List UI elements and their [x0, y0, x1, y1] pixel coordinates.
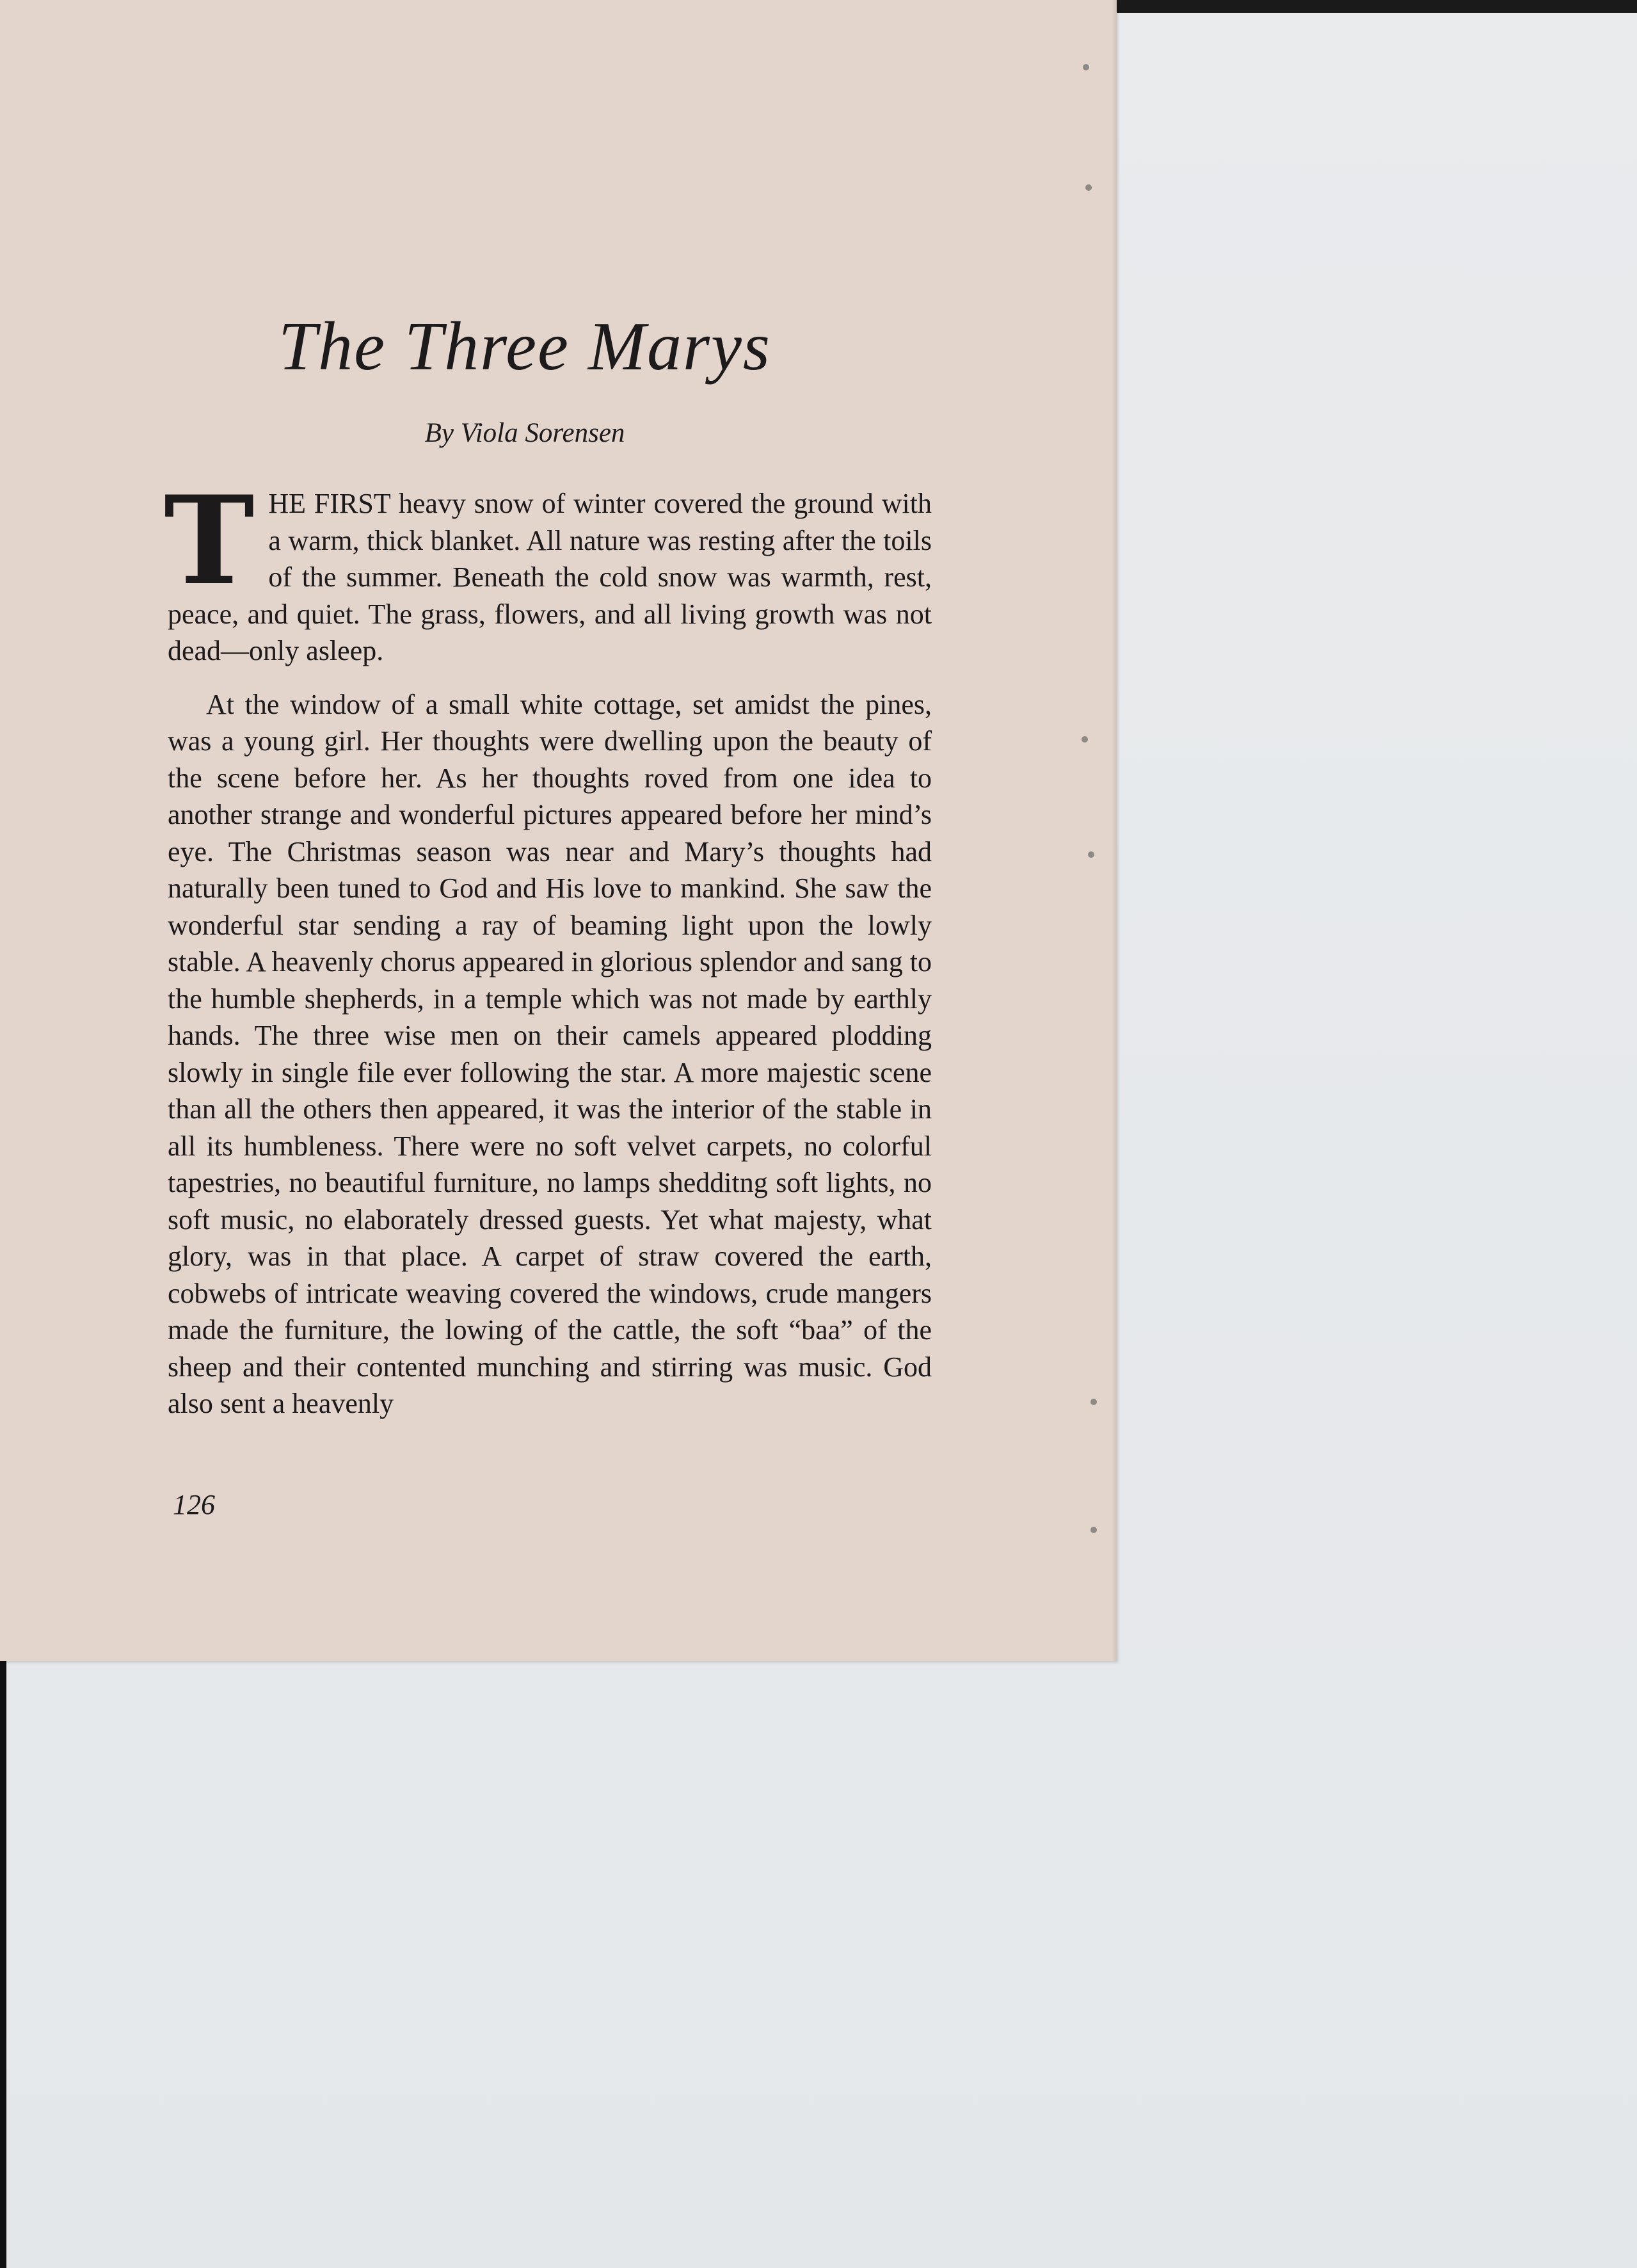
binding-hole-mark — [1088, 851, 1094, 858]
article-title: The Three Marys — [278, 309, 771, 385]
binding-hole-mark — [1083, 64, 1089, 70]
page-number: 126 — [173, 1489, 215, 1520]
binding-hole-mark — [1085, 184, 1092, 191]
scanner-edge-left — [0, 1658, 6, 2268]
scanner-edge-top — [1114, 0, 1637, 13]
article-byline: By Viola Sorensen — [424, 418, 625, 448]
article-body — [164, 469, 932, 1439]
book-page — [0, 0, 1117, 1661]
paragraph-1 — [164, 469, 932, 670]
drop-cap: T — [164, 469, 255, 612]
binding-hole-mark — [1082, 736, 1088, 743]
binding-hole-mark — [1090, 1399, 1097, 1405]
paragraph-2: At the window of a small white cottage, set amidst the pines, was a young girl. Her thoughts were dwelling upon the beauty of the scene before her. As her thoughts roved from one idea to another strange and wonderful pictures appeared before her mind’s eye. The Christmas season was near and Mary’s thoughts had naturally been tuned to God and His love to mankind. She saw the wonderful star sending a ray of beaming light upon the lowly stable. A heavenly chorus appeared in glorious splendor and sang to the humble shepherds, in a temple which was not made by earthly hands. The three wise men on their camels appeared plodding slowly in single file ever following the star. A more majestic scene than all the others then appeared, it was the interior of the stable in all its humbleness. There were no soft velvet carpets, no colorful tapestries, no beautiful furniture, no lamps shedditng soft lights, no soft music, no elaborately dressed guests. Yet what majesty, what glory, was in that place. A carpet of straw covered the earth, cobwebs of intricate weaving covered the windows, crude mangers made the furniture, the lowing of the cattle, the soft “baa” of the sheep and their contented munching and stirring was music. God also sent a heavenly — [168, 688, 932, 1419]
paragraph-1-text: HE FIRST heavy snow of winter covered the ground with a warm, thick blanket. All nature was resting after the toils of the summer. Beneath the cold snow was warmth, rest, peace, and quiet. The grass, flowers, and all living growth was not dead—only asleep. — [168, 488, 932, 666]
binding-hole-mark — [1090, 1527, 1097, 1533]
